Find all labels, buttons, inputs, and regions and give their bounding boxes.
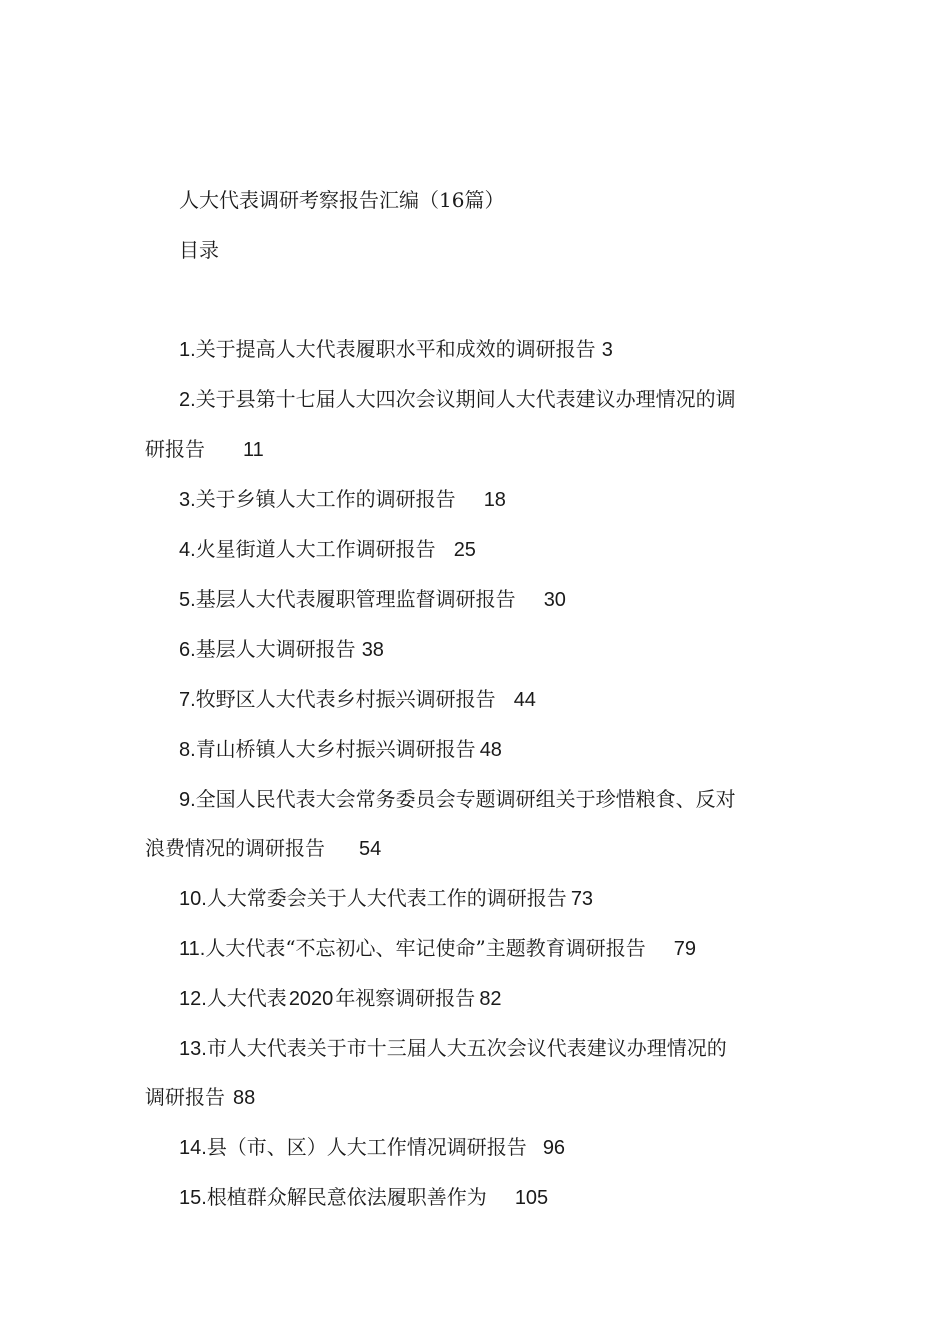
toc-entry-page: 54 bbox=[359, 838, 382, 860]
toc-entry-2-continued bbox=[145, 434, 264, 465]
toc-entry-number: 14. bbox=[179, 1137, 207, 1159]
toc-entry-text: 火星街道人大工作调研报告 bbox=[195, 537, 436, 561]
toc-entry-13-continued bbox=[145, 1082, 255, 1113]
toc-entry-number: 12. bbox=[179, 988, 207, 1010]
toc-entry-1 bbox=[179, 334, 613, 365]
toc-entry-13 bbox=[179, 1033, 727, 1064]
toc-entry-page: 25 bbox=[453, 539, 476, 561]
toc-entry-number: 7. bbox=[179, 689, 196, 711]
toc-entry-2 bbox=[179, 384, 736, 415]
toc-entry-text: 关于县第十七届人大四次会议期间人大代表建议办理情况的调 bbox=[195, 387, 736, 411]
document-title: 人大代表调研考察报告汇编（16篇） bbox=[179, 188, 505, 212]
toc-entry-text: 调研报告 bbox=[145, 1085, 225, 1109]
toc-entry-number: 6. bbox=[179, 639, 196, 661]
toc-entry-page: 11 bbox=[243, 439, 264, 461]
toc-entry-10 bbox=[179, 883, 593, 914]
toc-entry-text: 人大常委会关于人大代表工作的调研报告 bbox=[206, 886, 567, 910]
toc-entry-text: 县（市、区）人大工作情况调研报告 bbox=[206, 1135, 527, 1159]
toc-entry-page: 3 bbox=[601, 339, 613, 361]
toc-entry-year: 2020 bbox=[288, 988, 334, 1010]
toc-entry-page: 48 bbox=[479, 739, 502, 761]
toc-entry-page: 88 bbox=[233, 1087, 256, 1109]
toc-entry-6 bbox=[179, 634, 384, 665]
toc-entry-14 bbox=[179, 1132, 565, 1163]
toc-entry-text: 全国人民代表大会常务委员会专题调研组关于珍惜粮食、反对 bbox=[195, 787, 736, 811]
toc-entry-number: 1. bbox=[179, 339, 196, 361]
toc-entry-text: 人大代表“不忘初心、牢记使命”主题教育调研报告 bbox=[205, 936, 646, 960]
toc-entry-number: 5. bbox=[179, 589, 196, 611]
toc-entry-page: 38 bbox=[361, 639, 384, 661]
toc-entry-text: 浪费情况的调研报告 bbox=[145, 836, 325, 860]
toc-entry-8 bbox=[179, 734, 502, 765]
toc-entry-number: 11. bbox=[179, 938, 206, 960]
toc-entry-7 bbox=[179, 684, 536, 715]
toc-entry-4 bbox=[179, 534, 476, 565]
toc-entry-page: 30 bbox=[543, 589, 566, 611]
toc-entry-text: 年视察调研报告 bbox=[335, 986, 476, 1010]
toc-entry-page: 79 bbox=[673, 938, 697, 960]
toc-entry-text: 研报告 bbox=[145, 437, 205, 461]
toc-entry-9 bbox=[179, 784, 736, 815]
toc-entry-11 bbox=[179, 933, 696, 964]
toc-entry-page: 44 bbox=[513, 689, 536, 711]
toc-entry-page: 82 bbox=[479, 988, 502, 1010]
toc-entry-page: 105 bbox=[514, 1187, 549, 1209]
toc-entry-number: 2. bbox=[179, 389, 196, 411]
toc-entry-12 bbox=[179, 983, 502, 1014]
toc-entry-page: 18 bbox=[483, 489, 506, 511]
toc-entry-text: 根植群众解民意依法履职善作为 bbox=[206, 1185, 487, 1209]
toc-entry-text: 人大代表 bbox=[206, 986, 287, 1010]
toc-entry-5 bbox=[179, 584, 566, 615]
toc-entry-number: 15. bbox=[179, 1187, 207, 1209]
toc-entry-text: 青山桥镇人大乡村振兴调研报告 bbox=[195, 737, 476, 761]
toc-entry-page: 96 bbox=[542, 1137, 566, 1159]
toc-entry-text: 基层人大调研报告 bbox=[195, 637, 356, 661]
toc-entry-page: 73 bbox=[570, 888, 594, 910]
toc-entry-number: 4. bbox=[179, 539, 196, 561]
toc-entry-number: 9. bbox=[179, 789, 196, 811]
toc-entry-number: 10. bbox=[179, 888, 207, 910]
toc-entry-text: 市人大代表关于市十三届人大五次会议代表建议办理情况的 bbox=[206, 1036, 727, 1060]
toc-entry-15 bbox=[179, 1182, 548, 1213]
toc-heading: 目录 bbox=[179, 238, 219, 262]
toc-entry-number: 8. bbox=[179, 739, 196, 761]
toc-entry-number: 13. bbox=[179, 1038, 207, 1060]
toc-entry-text: 牧野区人大代表乡村振兴调研报告 bbox=[195, 687, 496, 711]
toc-entry-text: 关于提高人大代表履职水平和成效的调研报告 bbox=[195, 337, 596, 361]
toc-entry-3 bbox=[179, 484, 506, 515]
toc-entry-text: 基层人大代表履职管理监督调研报告 bbox=[195, 587, 516, 611]
toc-entry-text: 关于乡镇人大工作的调研报告 bbox=[195, 487, 456, 511]
toc-entry-9-continued bbox=[145, 833, 381, 864]
toc-entry-number: 3. bbox=[179, 489, 196, 511]
